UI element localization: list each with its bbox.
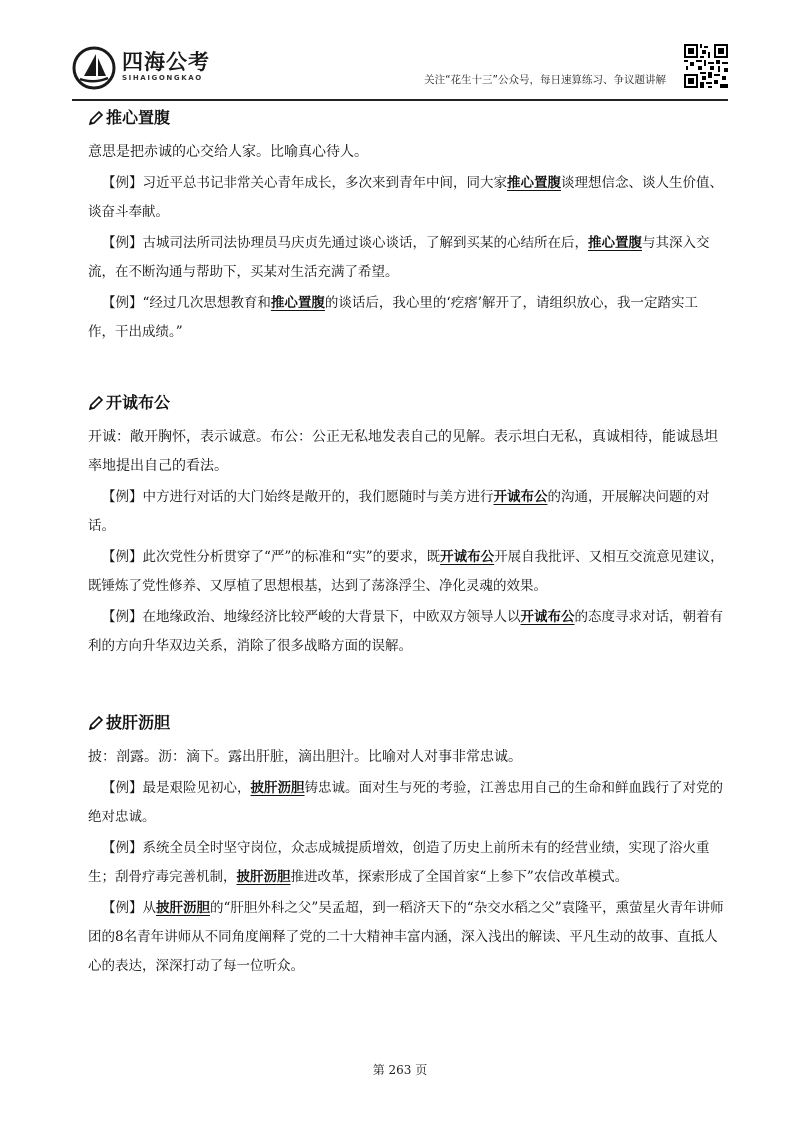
- idiom-heading: [88, 106, 724, 130]
- example-paragraph: [88, 774, 724, 832]
- example-text: 【例】系统全员全时坚守岗位，众志成城提质增效，创造了历史上前所未有的经营业绩，实现了浴火重生；刮骨疗毒完善机制，: [88, 840, 710, 885]
- idiom-term: 披肝沥胆: [106, 713, 171, 732]
- example-text: 【例】在地缘政治、地缘经济比较严峻的大背景下，中欧双方领导人以: [102, 609, 521, 625]
- example-text: 开展自我批评、又相互交流意见建议，既锤炼了党性修养、又厚植了思想根基，达到了荡涤浮尘、净化灵魂的效果。: [88, 549, 724, 594]
- example-paragraph: [88, 894, 724, 981]
- page-content: [88, 106, 724, 983]
- example-text: 【例】此次党性分析贯穿了“严”的标准和“实”的要求，既: [102, 549, 441, 565]
- idiom-section: [88, 391, 724, 661]
- highlighted-idiom: 披肝沥胆: [250, 780, 305, 796]
- example-paragraph: [88, 483, 724, 541]
- idiom-definition: 披：剖露。沥：滴下。露出肝脏，滴出胆汁。比喻对人对事非常忠诚。: [88, 749, 522, 765]
- brand-subtitle: SIHAIGONGKAO: [122, 74, 203, 82]
- highlighted-idiom: 开诚布公: [520, 609, 575, 625]
- example-paragraph: [88, 543, 724, 601]
- header-slogan: 关注“花生十三”公众号，每日速算练习、争议题讲解: [424, 74, 666, 86]
- idiom-definition: 开诚：敞开胸怀，表示诚意。布公：公正无私地发表自己的见解。表示坦白无私，真诚相待，能诚恳坦率地提出自己的看法。: [88, 429, 718, 474]
- brand: [122, 50, 210, 83]
- header-rule: [72, 99, 728, 101]
- example-text: 【例】习近平总书记非常关心青年成长，多次来到青年中间，同大家: [102, 175, 507, 191]
- highlighted-idiom: 推心置腹: [588, 235, 642, 251]
- example-text: 谈理想信念、谈人生价值、谈奋斗奉献。: [88, 175, 723, 220]
- brand-name: 四海公考: [122, 50, 210, 74]
- example-text: 与其深入交流，在不断沟通与帮助下，买某对生活充满了希望。: [88, 235, 710, 280]
- page-number: 第 263 页: [372, 1063, 428, 1077]
- highlighted-idiom: 开诚布公: [493, 489, 548, 505]
- example-text: 推进改革，探索形成了全国首家“上参下”农信改革模式。: [290, 869, 629, 885]
- pencil-icon: [88, 395, 104, 411]
- example-paragraph: [88, 289, 724, 347]
- example-paragraph: [88, 169, 724, 227]
- example-paragraph: [88, 834, 724, 892]
- example-text: 【例】从: [102, 900, 156, 916]
- example-text: 的谈话后，我心里的‘疙瘩’解开了，请组织放心，我一定踏实工作，干出成绩。”: [88, 295, 698, 340]
- idiom-heading: [88, 711, 724, 735]
- example-text: 【例】古城司法所司法协理员马庆贞先通过谈心谈话，了解到买某的心结所在后，: [102, 235, 588, 251]
- highlighted-idiom: 推心置腹: [270, 295, 325, 311]
- highlighted-idiom: 披肝沥胆: [236, 869, 291, 885]
- example-text: 的沟通，开展解决问题的对话。: [88, 489, 710, 534]
- highlighted-idiom: 开诚布公: [440, 549, 495, 565]
- example-paragraph: [88, 229, 724, 287]
- example-paragraph: [88, 603, 724, 661]
- sailboat-logo-icon: [72, 46, 116, 90]
- idiom-section: [88, 106, 724, 347]
- example-text: 的态度寻求对话，朝着有利的方向升华双边关系，消除了很多战略方面的误解。: [88, 609, 723, 654]
- example-text: 【例】中方进行对话的大门始终是敞开的，我们愿随时与美方进行: [102, 489, 494, 505]
- example-text: 的“肝胆外科之父”吴孟超，到一稻济天下的“杂交水稻之父”袁隆平，熏萤星火青年讲师团的8名青年讲师从不同角度阐释了党的二十大精神丰富内涵，深入浅出的解读、平凡生动的故事、直抵人心的表达，深深打动了每一位听众。: [88, 900, 724, 974]
- idiom-term: 推心置腹: [106, 108, 171, 127]
- example-text: 【例】“经过几次思想教育和: [102, 295, 271, 311]
- idiom-section: [88, 711, 724, 981]
- pencil-icon: [88, 110, 104, 126]
- section-spacer: [88, 349, 724, 391]
- example-text: 铸忠诚。面对生与死的考验，江善忠用自己的生命和鲜血践行了对党的绝对忠诚。: [88, 780, 723, 825]
- example-text: 【例】最是艰险见初心，: [102, 780, 251, 796]
- highlighted-idiom: 推心置腹: [507, 175, 561, 191]
- idiom-term: 开诚布公: [106, 393, 171, 412]
- pencil-icon: [88, 715, 104, 731]
- highlighted-idiom: 披肝沥胆: [156, 900, 210, 916]
- idiom-heading: [88, 391, 724, 415]
- section-spacer: [88, 663, 724, 711]
- qr-code-icon: [684, 44, 728, 88]
- idiom-definition: 意思是把赤诚的心交给人家。比喻真心待人。: [88, 144, 368, 160]
- page-header: [72, 40, 728, 98]
